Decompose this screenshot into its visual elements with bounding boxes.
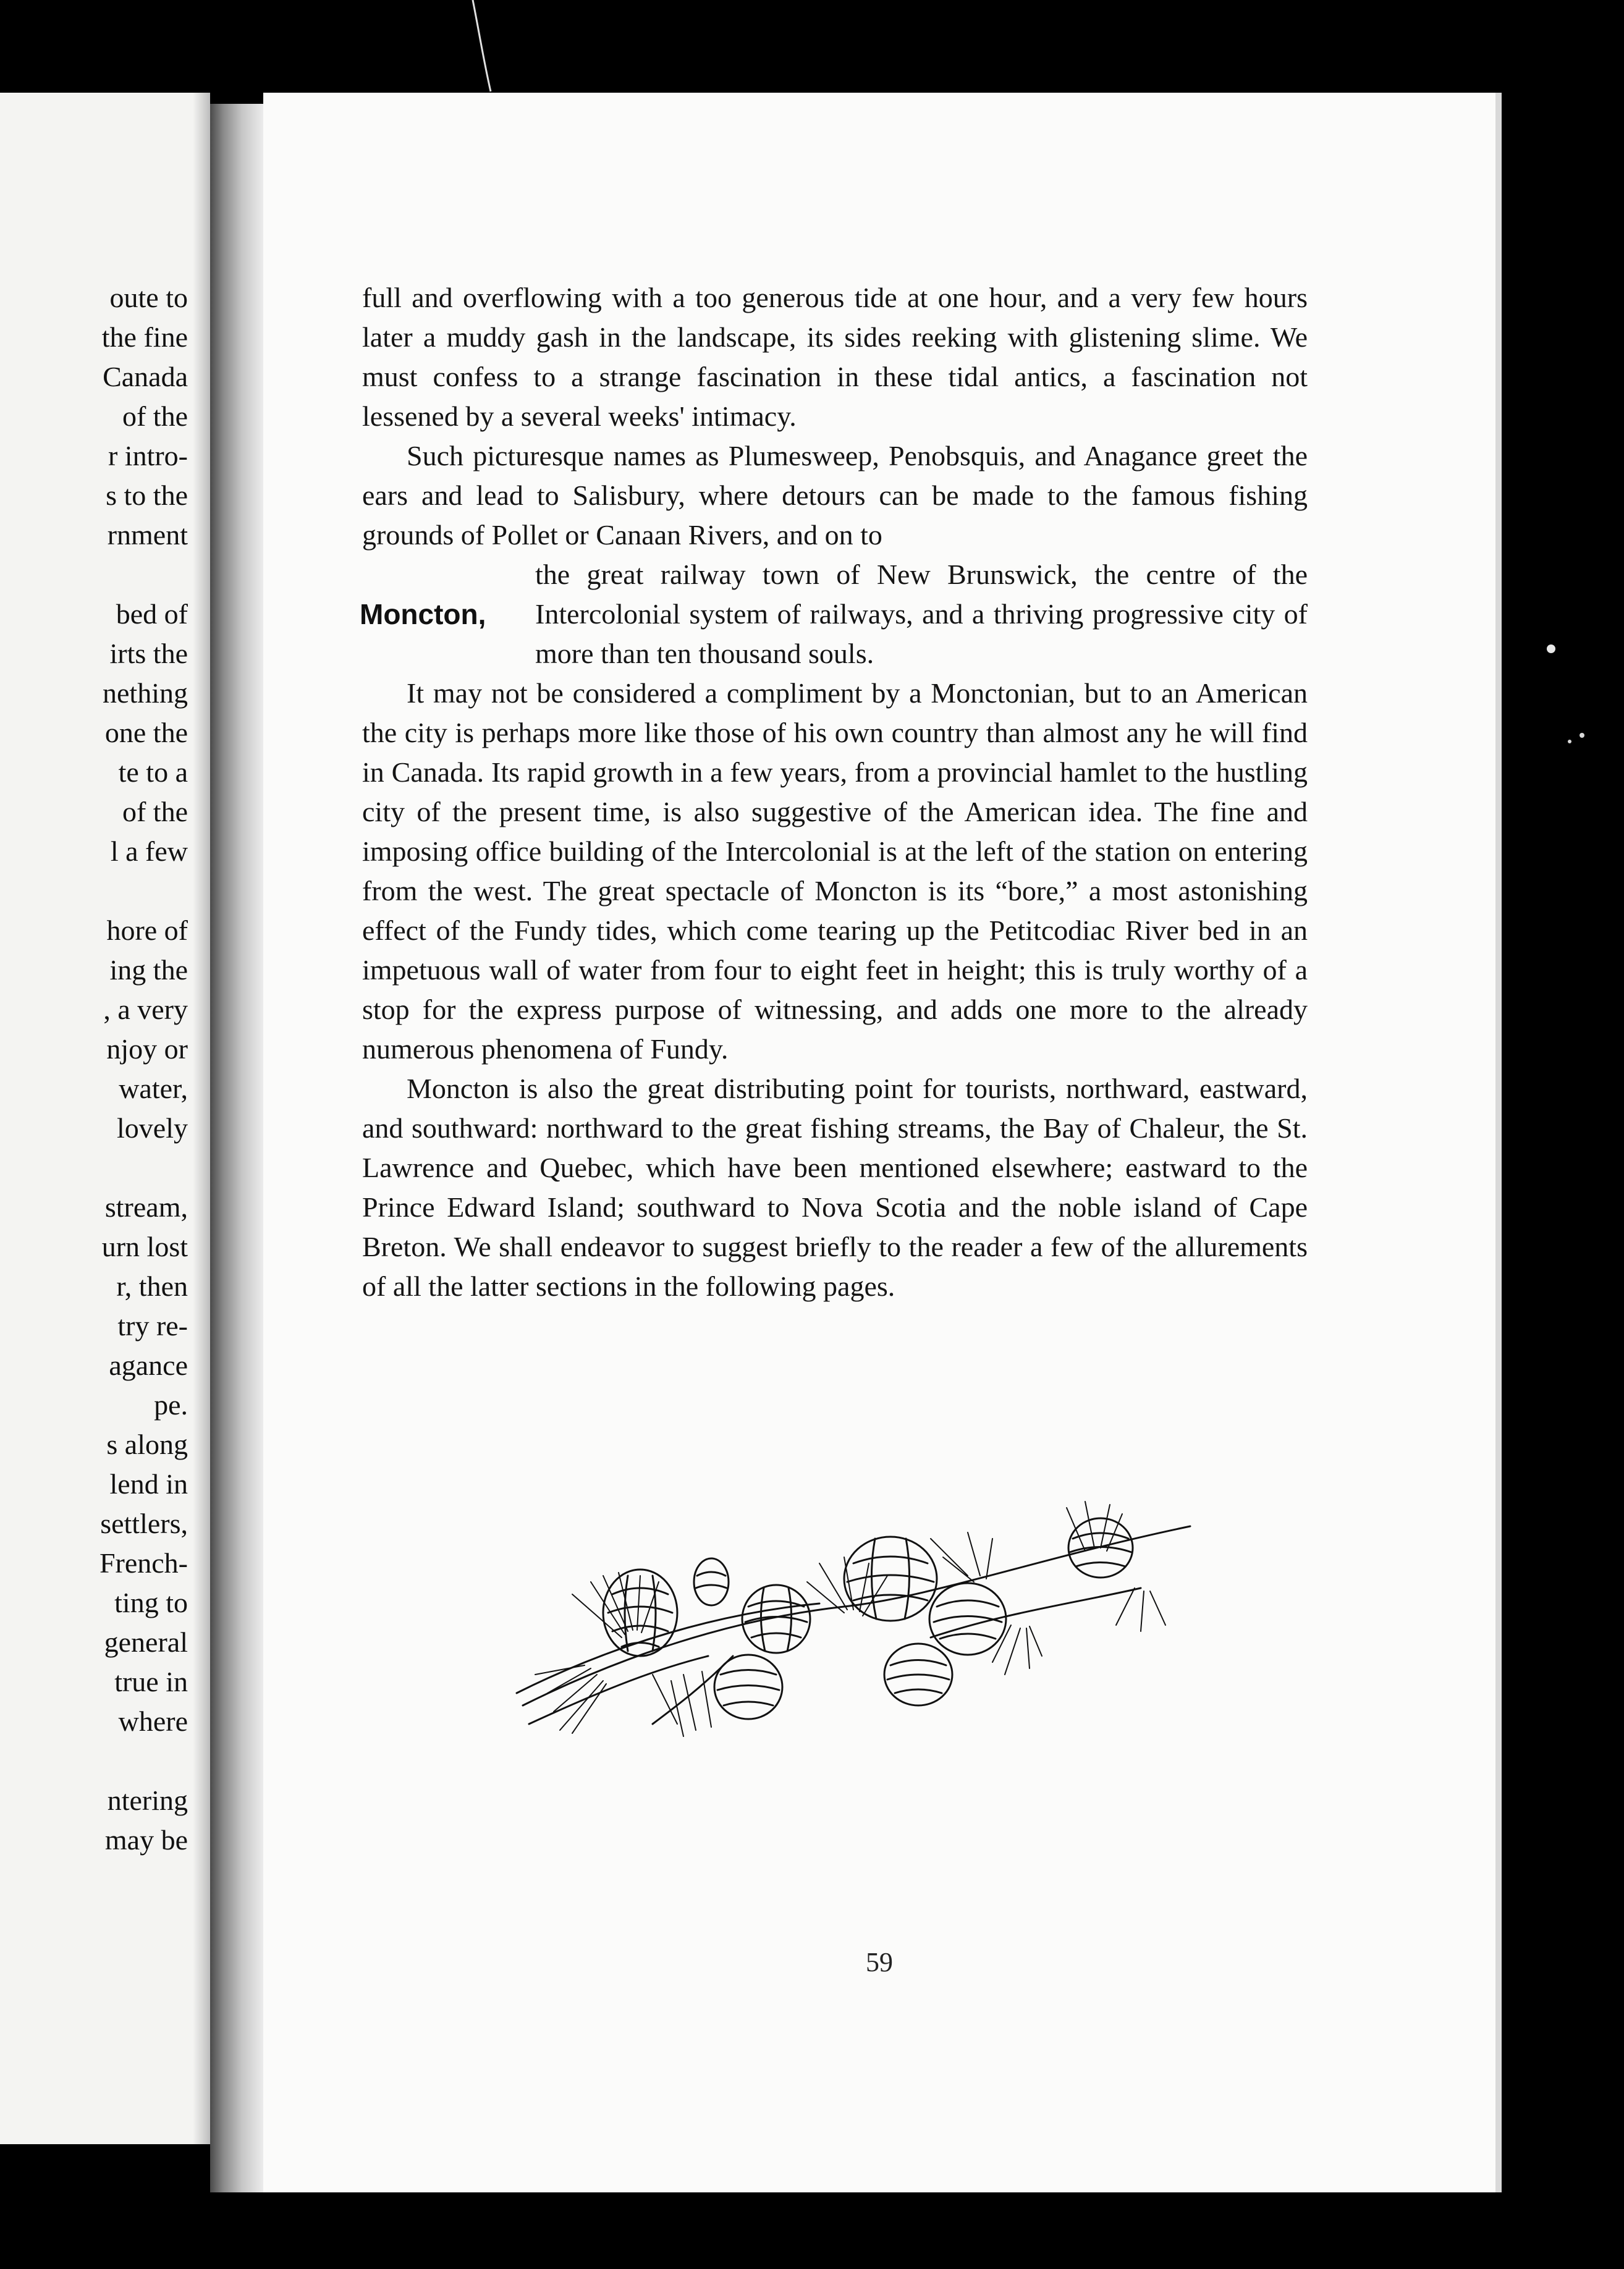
moncton-description-text: the great railway town of New Brunswick, the centre of the Intercolonial system of railways, and a thriving progressive city of more than ten thousand souls.: [535, 559, 1308, 669]
left-page-line: oute to: [109, 282, 188, 313]
left-page-line: [2, 1148, 188, 1188]
moncton-description: [535, 555, 1308, 674]
left-page-line: , a very: [103, 994, 188, 1025]
moncton-section: [362, 555, 1308, 674]
paragraph-compliment: It may not be considered a compliment by a Monctonian, but to an American the city is perhaps more like those of his own country than almost any he will find in Canada. Its rapid growth in a few years, from a provincial hamlet to the hustling city of the present time, is also suggestive of the American idea. The fine and imposing office building of the Intercolonial is at the left of the station on entering from the west. The great spectacle of Moncton is its “bore,” a most astonishing effect of the Fundy tides, which come tearing up the Petitcodiac River bed in an impetuous wall of water from four to eight feet in height; this is truly worthy of a stop for the express purpose of witnessing, and adds one more to the already numerous phenomena of Fundy.: [362, 677, 1308, 1065]
paragraph-picturesque-names: Such picturesque names as Plumesweep, Penobsquis, and Anagance greet the ears and lead to Salisbury, where detours can be made to the famous fishing grounds of Pollet or Canaan Rivers, and on to: [362, 440, 1308, 551]
scan-specks: [1508, 556, 1624, 803]
main-page: [263, 93, 1502, 2192]
page-number: 59: [866, 1947, 893, 1977]
left-page-line: where: [118, 1705, 188, 1737]
left-page-shadow: [193, 93, 210, 2144]
left-page-line: water,: [119, 1073, 188, 1104]
book-gutter-shadow: [210, 104, 263, 2192]
left-page-line: s along: [106, 1429, 188, 1460]
left-page-line: try re-: [117, 1310, 188, 1342]
left-page-line: urn lost: [101, 1231, 188, 1262]
left-page-line: the fine: [101, 321, 188, 353]
left-page-line: [2, 1741, 188, 1781]
page-body: [362, 278, 1308, 1306]
scan-scratch-mark: [470, 0, 494, 93]
moncton-side-heading: Moncton,: [360, 598, 486, 630]
left-page-line: [2, 555, 188, 594]
left-page-line: [2, 871, 188, 911]
left-page-line: rnment: [107, 519, 188, 551]
left-page-line: ing the: [109, 954, 188, 986]
left-page-line: of the: [122, 400, 188, 432]
left-page-line: stream,: [104, 1191, 188, 1223]
left-page-line: njoy or: [106, 1033, 188, 1065]
left-page-line: nething: [103, 677, 188, 709]
left-page-line: hore of: [106, 915, 188, 946]
left-page-line: Canada: [103, 361, 188, 392]
paragraph-distributing-point: Moncton is also the great distributing point for tourists, northward, eastward, and southward: northward to the great fishing streams, the Bay of Chaleur, the St. Lawrence and Quebec, which have been mentioned elsewhere; eastward to the Prince Edward Island; southward to Nova Scotia and the noble island of Cape Breton. We shall endeavor to suggest briefly to the reader a few of the allurements of all the latter sections in the following pages.: [362, 1073, 1308, 1302]
left-page-line: bed of: [116, 598, 188, 630]
left-page-line: one the: [104, 717, 188, 748]
left-page-line: l a few: [110, 835, 188, 867]
left-page-line: irts the: [109, 638, 188, 669]
left-page-line: French-: [99, 1547, 188, 1579]
left-page-line: r intro-: [108, 440, 188, 471]
left-page-fragment: [0, 93, 210, 2144]
pine-cone-branch-illustration: [498, 1489, 1227, 1749]
left-page-line: lovely: [117, 1112, 188, 1144]
left-page-line: may be: [104, 1824, 188, 1856]
left-page-line: pe.: [154, 1389, 188, 1421]
left-page-line: s to the: [106, 480, 188, 511]
left-page-line: r, then: [116, 1270, 188, 1302]
left-page-line: ntering: [107, 1785, 188, 1816]
left-page-line: settlers,: [100, 1508, 188, 1539]
left-page-line: of the: [122, 796, 188, 827]
left-page-line: true in: [114, 1666, 188, 1697]
left-page-line: te to a: [118, 756, 188, 788]
paragraph-tidal-antics: full and overflowing with a too generous tide at one hour, and a very few hours later a muddy gash in the landscape, its sides reeking with glistening slime. We must confess to a strange fascination in these tidal antics, a fascination not lessened by a several weeks' intimacy.: [362, 282, 1308, 432]
left-page-line: lend in: [109, 1468, 188, 1500]
left-page-line: agance: [109, 1350, 188, 1381]
left-page-text: [2, 278, 188, 1860]
left-page-line: general: [104, 1626, 188, 1658]
left-page-line: ting to: [114, 1587, 188, 1618]
